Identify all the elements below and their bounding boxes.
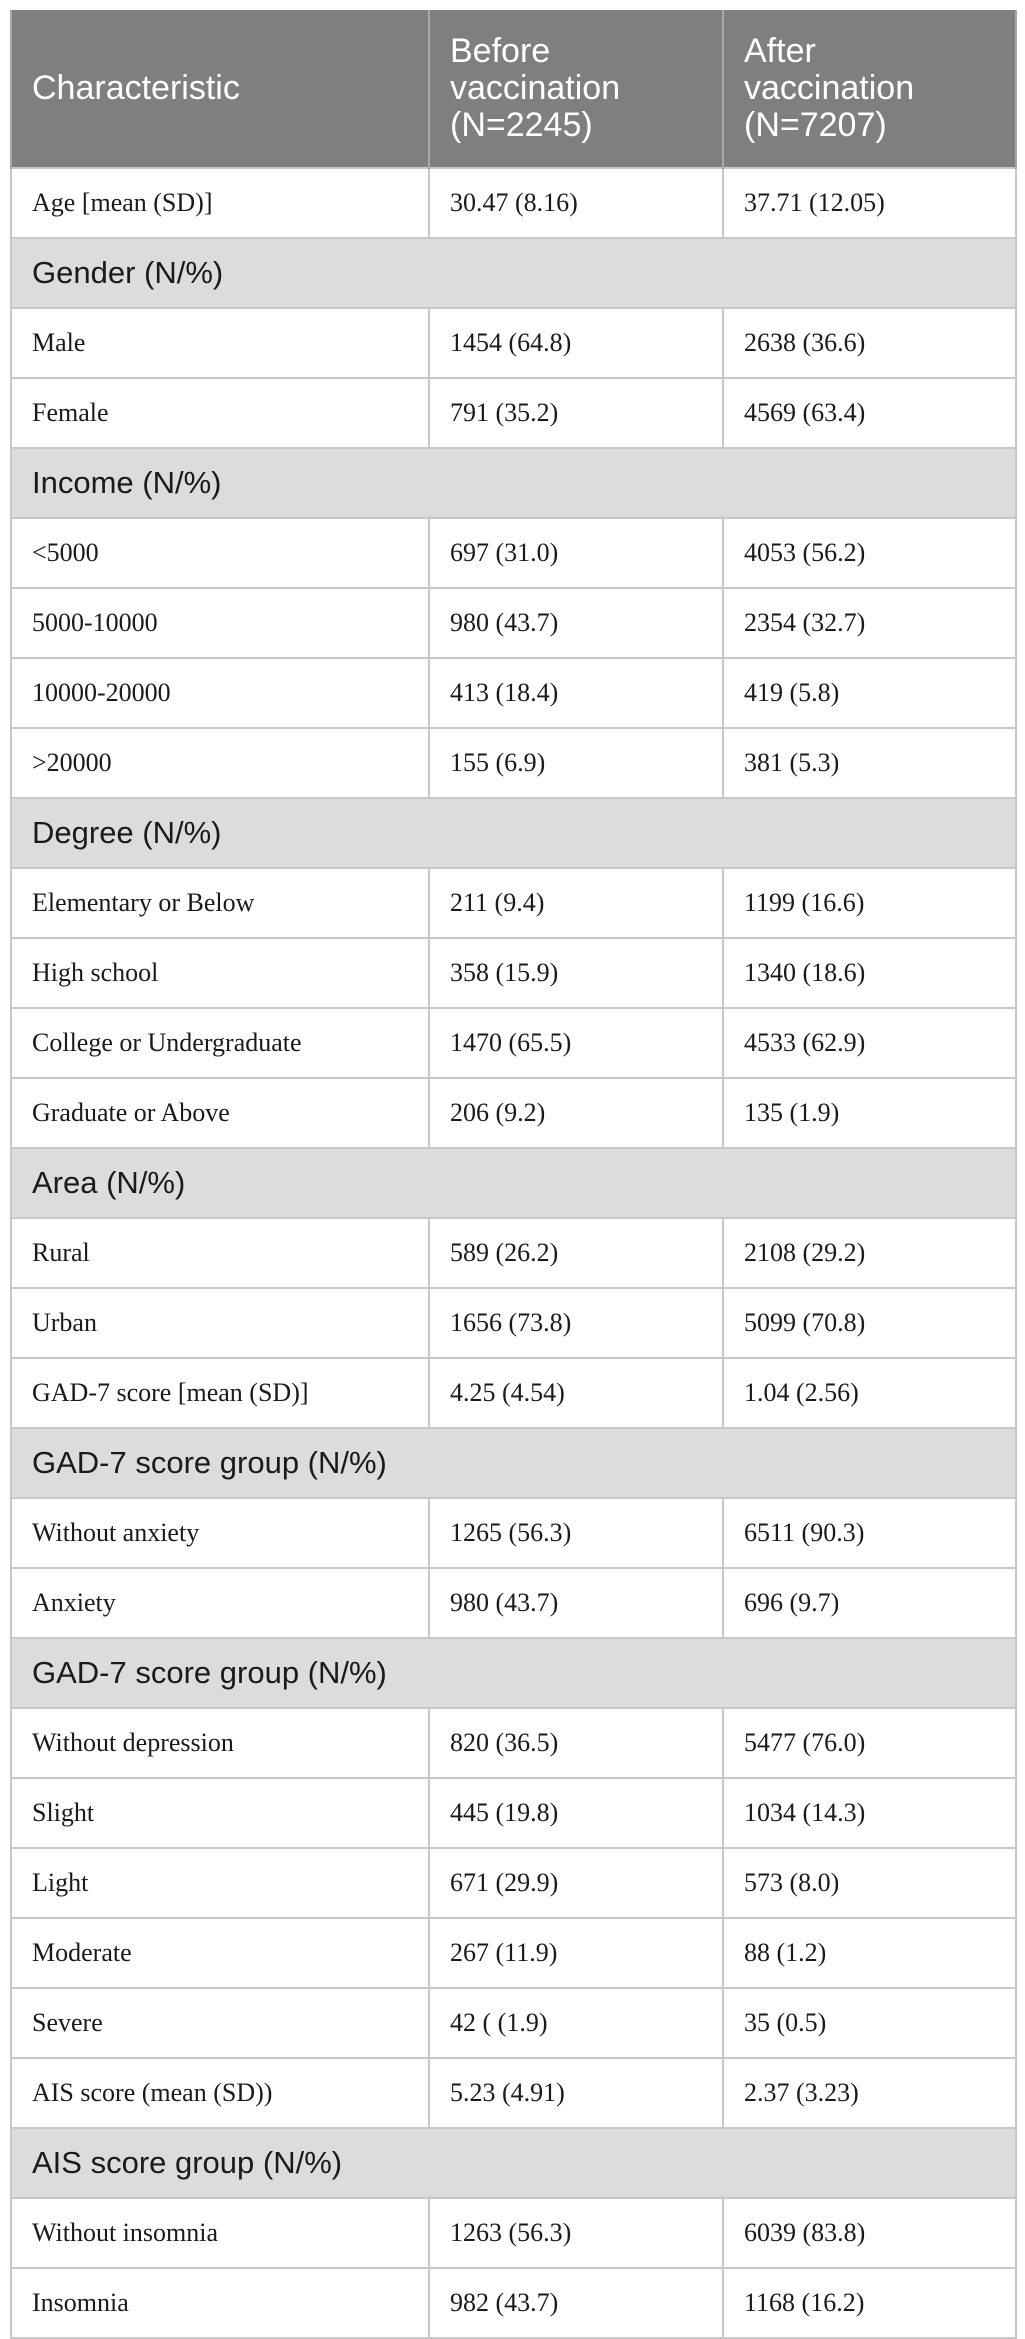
row-label-cell: College or Undergraduate [11, 1008, 429, 1078]
header-characteristic-label: Characteristic [32, 69, 240, 107]
table-row [11, 2268, 1016, 2338]
section-header-row [11, 448, 1016, 518]
after-value-cell: 135 (1.9) [723, 1078, 1016, 1148]
section-header-row [11, 798, 1016, 868]
before-value-cell: 5.23 (4.91) [429, 2058, 723, 2128]
section-header-label: GAD-7 score group (N/%) [11, 1428, 1016, 1498]
table-row [11, 1498, 1016, 1568]
before-value-cell: 697 (31.0) [429, 518, 723, 588]
row-label-cell: GAD-7 score [mean (SD)] [11, 1358, 429, 1428]
after-value-cell: 1340 (18.6) [723, 938, 1016, 1008]
before-value-cell: 1454 (64.8) [429, 308, 723, 378]
row-label-cell: High school [11, 938, 429, 1008]
before-value-cell: 791 (35.2) [429, 378, 723, 448]
row-label-cell: Male [11, 308, 429, 378]
row-label-cell: >20000 [11, 728, 429, 798]
section-header-row [11, 1148, 1016, 1218]
header-after-line2: vaccination [744, 69, 915, 107]
table-row [11, 938, 1016, 1008]
row-label-cell: Rural [11, 1218, 429, 1288]
table-row [11, 588, 1016, 658]
before-value-cell: 4.25 (4.54) [429, 1358, 723, 1428]
after-value-cell: 1.04 (2.56) [723, 1358, 1016, 1428]
table-row [11, 658, 1016, 728]
table-row [11, 1568, 1016, 1638]
row-label-cell: Insomnia [11, 2268, 429, 2338]
before-value-cell: 1263 (56.3) [429, 2198, 723, 2268]
before-value-cell: 155 (6.9) [429, 728, 723, 798]
table-row [11, 1008, 1016, 1078]
before-value-cell: 211 (9.4) [429, 868, 723, 938]
after-value-cell: 2354 (32.7) [723, 588, 1016, 658]
row-label-cell: Elementary or Below [11, 868, 429, 938]
table-row [11, 1708, 1016, 1778]
table-row [11, 1078, 1016, 1148]
row-label-cell: Severe [11, 1988, 429, 2058]
header-characteristic [11, 10, 429, 168]
after-value-cell: 88 (1.2) [723, 1918, 1016, 1988]
after-value-cell: 419 (5.8) [723, 658, 1016, 728]
before-value-cell: 820 (36.5) [429, 1708, 723, 1778]
row-label-cell: Light [11, 1848, 429, 1918]
before-value-cell: 980 (43.7) [429, 1568, 723, 1638]
row-label-cell: Moderate [11, 1918, 429, 1988]
before-value-cell: 980 (43.7) [429, 588, 723, 658]
before-value-cell: 1470 (65.5) [429, 1008, 723, 1078]
after-value-cell: 1034 (14.3) [723, 1778, 1016, 1848]
before-value-cell: 30.47 (8.16) [429, 168, 723, 238]
after-value-cell: 37.71 (12.05) [723, 168, 1016, 238]
table-row [11, 308, 1016, 378]
header-before-line1: Before [450, 32, 551, 70]
before-value-cell: 42 ( (1.9) [429, 1988, 723, 2058]
row-label-cell: Slight [11, 1778, 429, 1848]
row-label-cell: Without depression [11, 1708, 429, 1778]
row-label-cell: Without anxiety [11, 1498, 429, 1568]
after-value-cell: 573 (8.0) [723, 1848, 1016, 1918]
before-value-cell: 206 (9.2) [429, 1078, 723, 1148]
section-header-label: GAD-7 score group (N/%) [11, 1638, 1016, 1708]
section-header-label: Area (N/%) [11, 1148, 1016, 1218]
before-value-cell: 1656 (73.8) [429, 1288, 723, 1358]
table-row [11, 1288, 1016, 1358]
characteristics-table [10, 10, 1017, 2339]
before-value-cell: 589 (26.2) [429, 1218, 723, 1288]
header-row [11, 10, 1016, 168]
after-value-cell: 4533 (62.9) [723, 1008, 1016, 1078]
header-after-line1: After [744, 32, 816, 70]
row-label-cell: <5000 [11, 518, 429, 588]
after-value-cell: 381 (5.3) [723, 728, 1016, 798]
header-before-line3: (N=2245) [450, 106, 593, 144]
section-header-row [11, 1428, 1016, 1498]
header-before-line2: vaccination [450, 69, 621, 107]
table-header [11, 10, 1016, 168]
section-header-label: Income (N/%) [11, 448, 1016, 518]
table-row [11, 2058, 1016, 2128]
row-label-cell: 5000-10000 [11, 588, 429, 658]
before-value-cell: 267 (11.9) [429, 1918, 723, 1988]
section-header-row [11, 1638, 1016, 1708]
after-value-cell: 5099 (70.8) [723, 1288, 1016, 1358]
table-row [11, 1218, 1016, 1288]
row-label-cell: Graduate or Above [11, 1078, 429, 1148]
table-row [11, 1988, 1016, 2058]
after-value-cell: 2638 (36.6) [723, 308, 1016, 378]
table-row [11, 728, 1016, 798]
before-value-cell: 982 (43.7) [429, 2268, 723, 2338]
row-label-cell: Age [mean (SD)] [11, 168, 429, 238]
table-row [11, 378, 1016, 448]
header-after-vaccination [723, 10, 1016, 168]
section-header-label: Degree (N/%) [11, 798, 1016, 868]
section-header-label: AIS score group (N/%) [11, 2128, 1016, 2198]
row-label-cell: Anxiety [11, 1568, 429, 1638]
after-value-cell: 1168 (16.2) [723, 2268, 1016, 2338]
before-value-cell: 1265 (56.3) [429, 1498, 723, 1568]
row-label-cell: 10000-20000 [11, 658, 429, 728]
after-value-cell: 6039 (83.8) [723, 2198, 1016, 2268]
after-value-cell: 2108 (29.2) [723, 1218, 1016, 1288]
table-row [11, 2198, 1016, 2268]
section-header-row [11, 238, 1016, 308]
after-value-cell: 6511 (90.3) [723, 1498, 1016, 1568]
after-value-cell: 5477 (76.0) [723, 1708, 1016, 1778]
table-row [11, 518, 1016, 588]
table-row [11, 1778, 1016, 1848]
after-value-cell: 2.37 (3.23) [723, 2058, 1016, 2128]
row-label-cell: Female [11, 378, 429, 448]
table-row [11, 1848, 1016, 1918]
after-value-cell: 4569 (63.4) [723, 378, 1016, 448]
table-row [11, 1358, 1016, 1428]
header-before-vaccination [429, 10, 723, 168]
table-body [11, 168, 1016, 2338]
table-row [11, 868, 1016, 938]
section-header-label: Gender (N/%) [11, 238, 1016, 308]
header-after-line3: (N=7207) [744, 106, 887, 144]
before-value-cell: 445 (19.8) [429, 1778, 723, 1848]
row-label-cell: AIS score (mean (SD)) [11, 2058, 429, 2128]
table-row [11, 168, 1016, 238]
before-value-cell: 671 (29.9) [429, 1848, 723, 1918]
after-value-cell: 4053 (56.2) [723, 518, 1016, 588]
section-header-row [11, 2128, 1016, 2198]
table-row [11, 1918, 1016, 1988]
row-label-cell: Without insomnia [11, 2198, 429, 2268]
after-value-cell: 35 (0.5) [723, 1988, 1016, 2058]
after-value-cell: 1199 (16.6) [723, 868, 1016, 938]
after-value-cell: 696 (9.7) [723, 1568, 1016, 1638]
row-label-cell: Urban [11, 1288, 429, 1358]
before-value-cell: 358 (15.9) [429, 938, 723, 1008]
before-value-cell: 413 (18.4) [429, 658, 723, 728]
